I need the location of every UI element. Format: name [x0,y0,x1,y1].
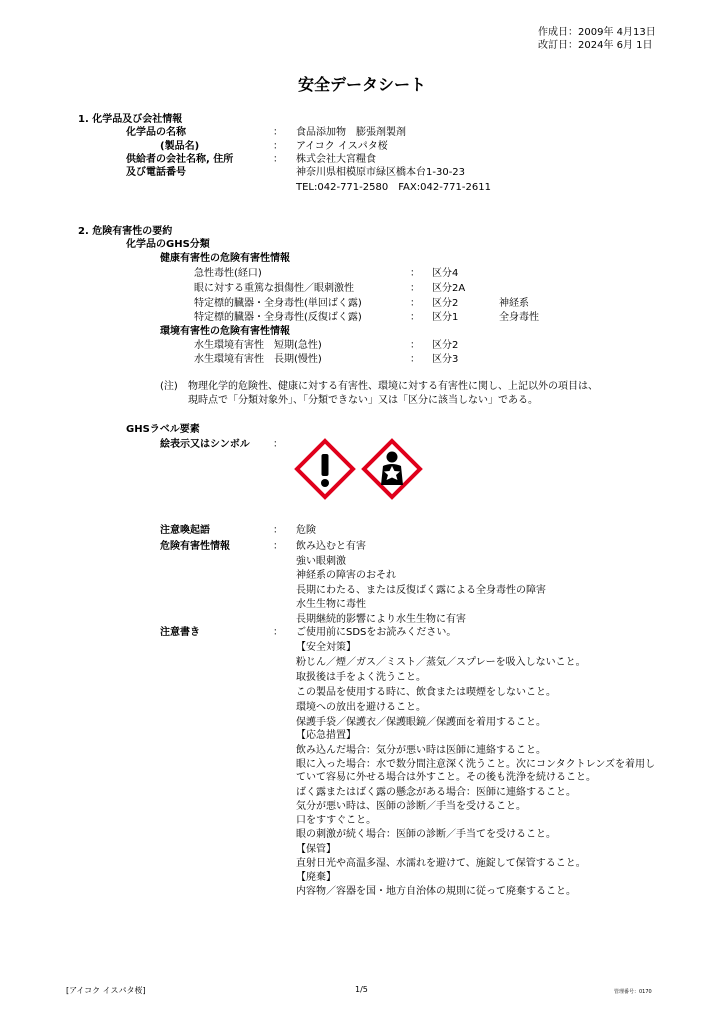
page-title: 安全データシート [297,75,426,94]
note-label: (注) [160,381,178,392]
section2-heading: 2. 危険有害性の要約 [78,226,173,237]
ghs-label-elements-heading: GHSラベル要素 [126,424,200,435]
s1-label-phone: 及び電話番号 [126,167,186,178]
note-line-1: 物理化学的危険性、健康に対する有害性、環境に対する有害性に関し、上記以外の項目は、 [188,381,598,392]
precaution-line: 口をすすぐこと。 [296,815,377,826]
precaution-line: ばく露またはばく露の懸念がある場合：医師に連絡すること。 [296,787,576,798]
s1-label-supplier: 供給者の会社名称, 住所 [126,154,234,165]
precaution-line: 【保管】 [296,844,336,855]
precaution-line: 保護手袋／保護衣／保護眼鏡／保護面を着用すること。 [296,717,546,728]
precaution-line: 環境への放出を避けること。 [296,702,426,713]
health-hazard-pictogram [361,438,423,500]
s1-value-chemical-name: 食品添加物 膨張剤製剤 [296,127,406,138]
ghs-classification-heading: 化学品のGHS分類 [126,239,210,250]
hazard-statement: 長期にわたる、または反復ばく露による全身毒性の障害 [296,585,546,596]
health-hazard-colon: ： [410,268,420,279]
hazard-statements-label: 危険有害性情報 [160,541,230,552]
precaution-line: 取扱後は手をよく洗うこと。 [296,672,426,683]
health-hazard-note: 全身毒性 [499,312,539,323]
s1-colon: ： [273,154,283,165]
footer-product-name: [アイコク イスパタ桜] [66,986,146,995]
health-hazard-category: 区分4 [432,268,459,279]
hazard-statement: 長期継続的影響により水生生物に有害 [296,614,466,625]
precaution-line: 粉じん／煙／ガス／ミスト／蒸気／スプレーを吸入しないこと。 [296,657,586,668]
document-number: 管理番号：0170 [614,989,652,995]
precaution-line: 【安全対策】 [296,642,356,653]
note-line-2: 現時点で「分類対象外」、「分類できない」又は「区分に該当しない」である。 [188,395,538,406]
health-hazard-category: 区分1 [432,312,459,323]
s1-label-chemical-name: 化学品の名称 [126,127,186,138]
s1-colon: ： [273,141,283,152]
hazard-statement: 水生生物に毒性 [296,599,366,610]
env-hazard-category: 区分3 [432,354,459,365]
precaution-line: 飲み込んだ場合：気分が悪い時は医師に連絡すること。 [296,745,546,756]
hazard-statement: 飲み込むと有害 [296,541,366,552]
health-hazard-name: 特定標的臓器・全身毒性(反復ばく露) [194,312,362,323]
exclamation-icon [322,454,329,476]
precaution-colon: ： [273,627,283,638]
signal-word-colon: ： [273,525,283,536]
created-date: 作成日：2009年 4月13日 [538,27,656,38]
exclamation-mark-pictogram [294,438,356,500]
env-hazard-name: 水生環境有害性 短期(急性) [194,340,322,351]
precaution-line: ていて容易に外せる場合は外すこと。その後も洗浄を続けること。 [296,772,596,783]
precaution-line: 内容物／容器を国・地方自治体の規則に従って廃棄すること。 [296,886,576,897]
health-hazard-name: 特定標的臓器・全身毒性(単回ばく露) [194,298,362,309]
env-hazard-name: 水生環境有害性 長期(慢性) [194,354,322,365]
health-hazard-name: 急性毒性(経口) [194,268,262,279]
health-hazard-colon: ： [410,312,420,323]
precaution-line: この製品を使用する時に、飲食または喫煙をしないこと。 [296,687,556,698]
hazard-statement: 強い眼刺激 [296,556,346,567]
precaution-line: 眼に入った場合：水で数分間注意深く洗うこと。次にコンタクトレンズを着用し [296,759,656,770]
health-hazard-category: 区分2 [432,298,459,309]
symbol-colon: ： [273,439,283,450]
hazard-statement: 神経系の障害のおそれ [296,570,396,581]
s1-value-tel-fax: TEL:042-771-2580 FAX:042-771-2611 [296,182,491,193]
env-hazard-category: 区分2 [432,340,459,351]
precaution-line: 直射日光や高温多湿、水濡れを避けて、施錠して保管すること。 [296,858,586,869]
health-hazard-colon: ： [410,298,420,309]
env-hazard-colon: ： [410,354,420,365]
health-hazard-category: 区分2A [432,283,466,294]
revised-date: 改訂日：2024年 6月 1日 [538,40,653,51]
env-hazard-heading: 環境有害性の危険有害性情報 [160,326,290,337]
s1-label-product-name: (製品名) [160,141,200,152]
health-hazard-name: 眼に対する重篤な損傷性／眼刺激性 [194,283,354,294]
precaution-line: 【応急措置】 [296,730,356,741]
precaution-line: 眼の刺激が続く場合：医師の診断／手当てを受けること。 [296,829,556,840]
s1-value-supplier: 株式会社大宮糧食 [296,154,376,165]
precaution-label: 注意書き [160,627,200,638]
s1-colon: ： [273,127,283,138]
precaution-line: 気分が悪い時は、医師の診断／手当を受けること。 [296,801,526,812]
page-number: 1/5 [355,985,368,994]
health-hazard-note: 神経系 [499,298,529,309]
s1-value-address: 神奈川県相模原市緑区橋本台1-30-23 [296,167,466,178]
section1-heading: 1. 化学品及び会社情報 [78,114,183,125]
symbol-label: 絵表示又はシンボル [160,439,250,450]
signal-word: 危険 [296,525,316,536]
precaution-line: ご使用前にSDSをお読みください。 [296,627,457,638]
hazard-statements-colon: ： [273,541,283,552]
health-hazard-colon: ： [410,283,420,294]
s1-value-product-name: アイコク イスパタ桜 [296,141,388,152]
env-hazard-colon: ： [410,340,420,351]
health-hazard-heading: 健康有害性の危険有害性情報 [160,253,290,264]
signal-word-label: 注意喚起語 [160,525,210,536]
precaution-line: 【廃棄】 [296,872,336,883]
